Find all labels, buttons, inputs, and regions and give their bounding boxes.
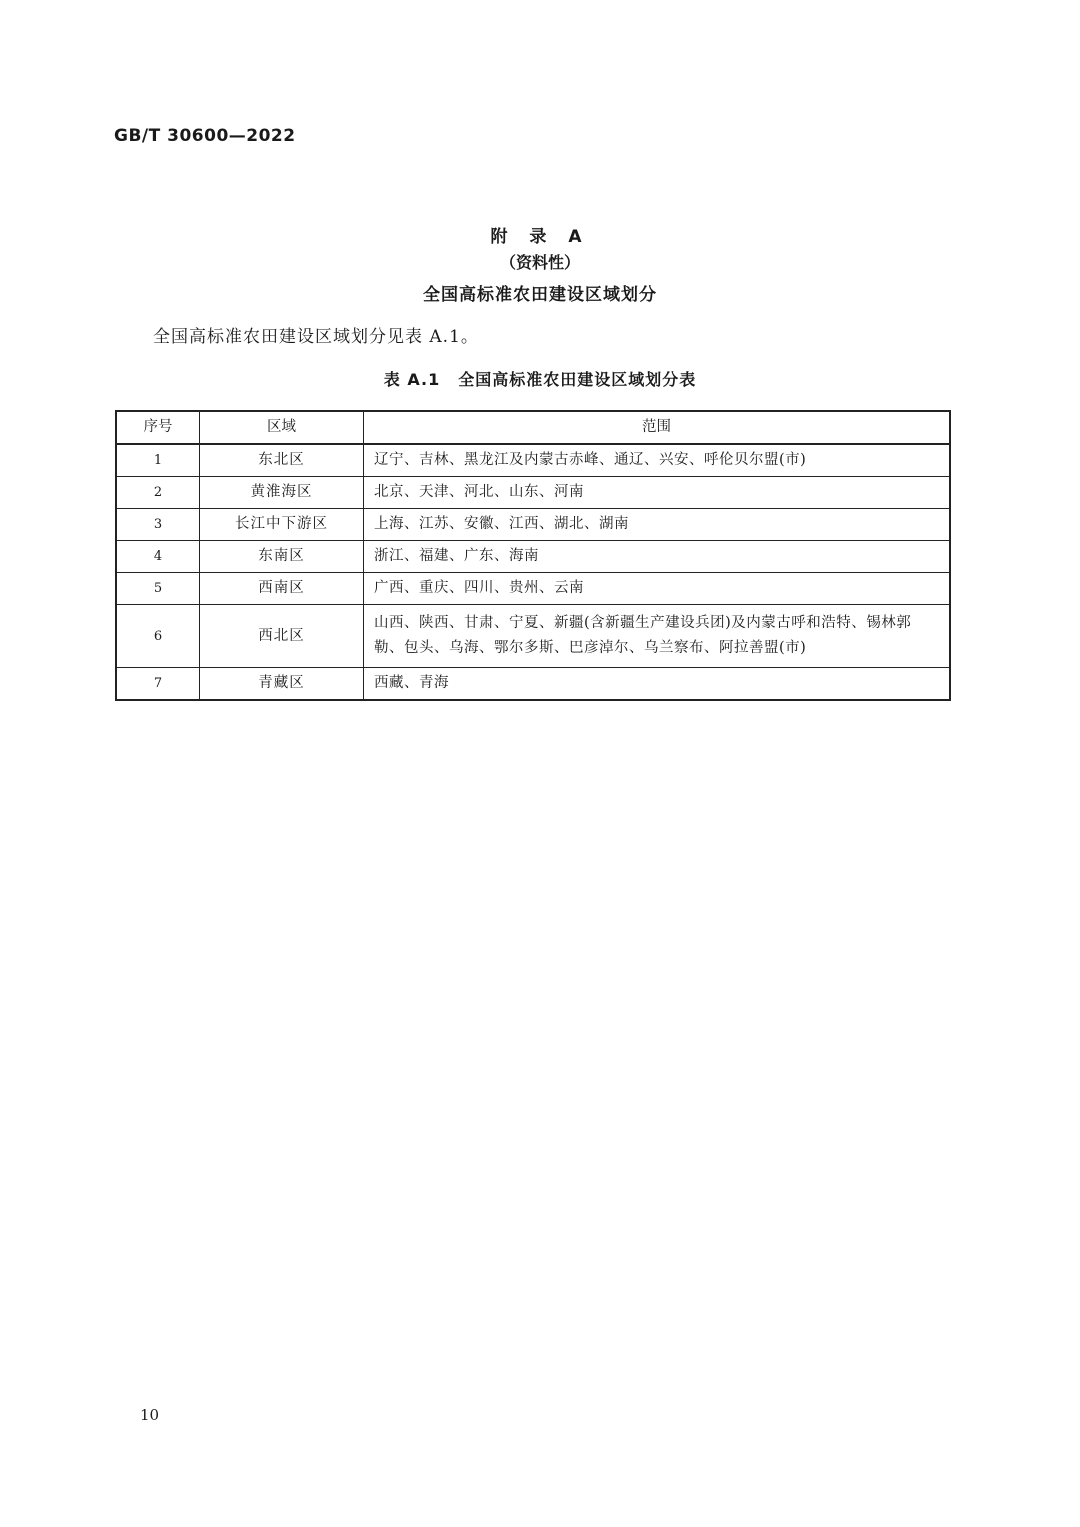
table-row — [116, 668, 950, 701]
row-number: 7 — [116, 668, 200, 701]
row-number: 4 — [116, 541, 200, 573]
table-caption — [0, 367, 1080, 390]
row-scope: 北京、天津、河北、山东、河南 — [364, 477, 951, 509]
region-table — [115, 410, 951, 701]
row-scope: 广西、重庆、四川、贵州、云南 — [364, 573, 951, 605]
row-number: 3 — [116, 509, 200, 541]
row-scope: 山西、陕西、甘肃、宁夏、新疆(含新疆生产建设兵团)及内蒙古呼和浩特、锡林郭勒、包头、乌海、鄂尔多斯、巴彦淖尔、乌兰察布、阿拉善盟(市) — [364, 605, 951, 668]
table-caption-number: 表 A.1 — [383, 370, 441, 389]
row-number: 6 — [116, 605, 200, 668]
column-header-no: 序号 — [116, 411, 200, 444]
table-row — [116, 573, 950, 605]
intro-paragraph: 全国高标准农田建设区域划分见表 A.1。 — [153, 327, 479, 347]
row-scope: 上海、江苏、安徽、江西、湖北、湖南 — [364, 509, 951, 541]
row-scope: 西藏、青海 — [364, 668, 951, 701]
row-number: 5 — [116, 573, 200, 605]
row-area: 东南区 — [200, 541, 364, 573]
row-area: 长江中下游区 — [200, 509, 364, 541]
appendix-heading: 全国高标准农田建设区域划分 — [423, 285, 657, 305]
row-area: 东北区 — [200, 444, 364, 477]
row-area: 西北区 — [200, 605, 364, 668]
table-row — [116, 444, 950, 477]
table-row — [116, 605, 950, 668]
row-area: 西南区 — [200, 573, 364, 605]
row-scope: 辽宁、吉林、黑龙江及内蒙古赤峰、通辽、兴安、呼伦贝尔盟(市) — [364, 444, 951, 477]
table-header-row — [116, 411, 950, 444]
table-row — [116, 541, 950, 573]
table-row — [116, 477, 950, 509]
row-area: 青藏区 — [200, 668, 364, 701]
table-caption-title: 全国高标准农田建设区域划分表 — [458, 370, 697, 389]
page-number: 10 — [140, 1406, 160, 1424]
row-number: 1 — [116, 444, 200, 477]
row-number: 2 — [116, 477, 200, 509]
row-area: 黄淮海区 — [200, 477, 364, 509]
table-row — [116, 509, 950, 541]
column-header-area: 区域 — [200, 411, 364, 444]
standard-number: GB/T 30600—2022 — [114, 126, 296, 146]
appendix-title: 附 录 A — [490, 227, 590, 247]
appendix-nature: （资料性） — [499, 253, 580, 272]
row-scope: 浙江、福建、广东、海南 — [364, 541, 951, 573]
column-header-scope: 范围 — [364, 411, 951, 444]
